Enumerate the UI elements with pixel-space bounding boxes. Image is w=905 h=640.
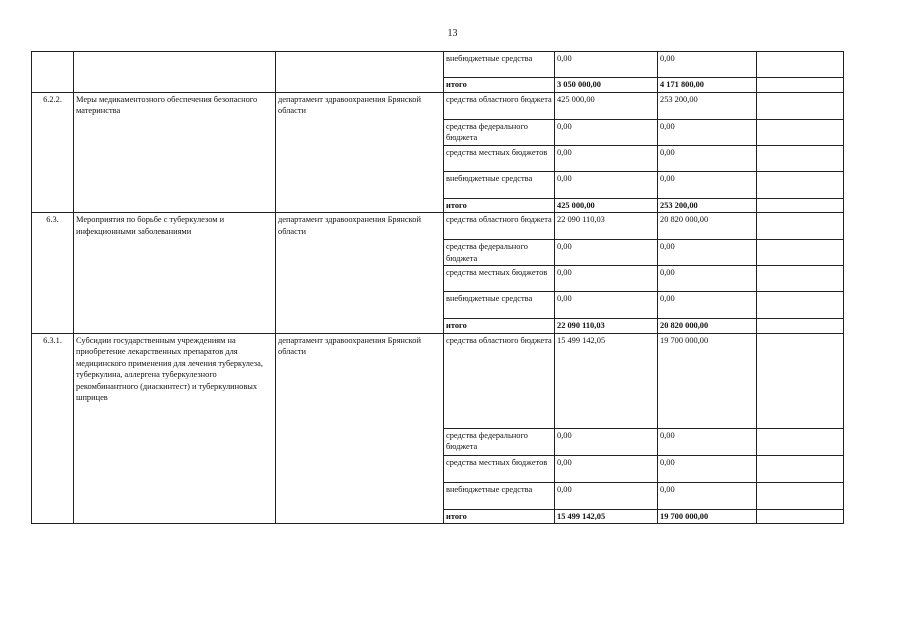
value-cell: 253 200,00: [658, 198, 757, 213]
source-cell: средства местных бюджетов: [444, 455, 555, 482]
value-cell: 0,00: [658, 145, 757, 171]
value-cell: 3 050 000,00: [555, 78, 658, 93]
value-cell: 22 090 110,03: [555, 319, 658, 334]
table-row: [32, 213, 844, 240]
value-cell: 0,00: [658, 240, 757, 266]
value-cell: 4 171 800,00: [658, 78, 757, 93]
value-cell: 425 000,00: [555, 92, 658, 119]
name-cell: Мероприятия по борьбе с туберкулезом и инфекционными заболеваниями: [74, 213, 276, 334]
empty-cell: [757, 78, 844, 93]
value-cell: 0,00: [555, 292, 658, 319]
value-cell: 0,00: [658, 266, 757, 292]
name-cell: Меры медикаментозного обеспечения безопасного материнства: [74, 92, 276, 213]
source-cell: средства федерального бюджета: [444, 119, 555, 145]
source-cell: внебюджетные средства: [444, 171, 555, 198]
executor-cell: [276, 52, 444, 93]
table-row: [32, 333, 844, 428]
source-cell: средства областного бюджета: [444, 333, 555, 428]
number-cell: [32, 52, 74, 93]
value-cell: 0,00: [555, 52, 658, 78]
value-cell: 15 499 142,05: [555, 333, 658, 428]
source-cell: внебюджетные средства: [444, 482, 555, 509]
empty-cell: [757, 292, 844, 319]
value-cell: 19 700 000,00: [658, 333, 757, 428]
value-cell: 19 700 000,00: [658, 509, 757, 524]
value-cell: 20 820 000,00: [658, 319, 757, 334]
empty-cell: [757, 52, 844, 78]
value-cell: 0,00: [555, 455, 658, 482]
budget-table: [31, 51, 844, 524]
value-cell: 0,00: [658, 428, 757, 455]
source-cell: средства федерального бюджета: [444, 428, 555, 455]
empty-cell: [757, 145, 844, 171]
empty-cell: [757, 319, 844, 334]
executor-cell: департамент здравоохранения Брянской области: [276, 213, 444, 334]
number-cell: 6.3.1.: [32, 333, 74, 524]
value-cell: 425 000,00: [555, 198, 658, 213]
value-cell: 0,00: [658, 455, 757, 482]
number-cell: 6.2.2.: [32, 92, 74, 213]
source-cell: средства местных бюджетов: [444, 266, 555, 292]
name-cell: [74, 52, 276, 93]
value-cell: 0,00: [555, 428, 658, 455]
executor-cell: департамент здравоохранения Брянской области: [276, 92, 444, 213]
empty-cell: [757, 509, 844, 524]
empty-cell: [757, 428, 844, 455]
empty-cell: [757, 171, 844, 198]
value-cell: 0,00: [555, 482, 658, 509]
source-cell: внебюджетные средства: [444, 292, 555, 319]
source-cell: итого: [444, 319, 555, 334]
source-cell: средства областного бюджета: [444, 213, 555, 240]
empty-cell: [757, 333, 844, 428]
value-cell: 0,00: [658, 52, 757, 78]
value-cell: 0,00: [658, 292, 757, 319]
value-cell: 0,00: [555, 145, 658, 171]
empty-cell: [757, 482, 844, 509]
value-cell: 0,00: [555, 119, 658, 145]
table-row: [32, 92, 844, 119]
empty-cell: [757, 119, 844, 145]
empty-cell: [757, 266, 844, 292]
source-cell: средства областного бюджета: [444, 92, 555, 119]
empty-cell: [757, 213, 844, 240]
empty-cell: [757, 240, 844, 266]
source-cell: итого: [444, 198, 555, 213]
source-cell: средства местных бюджетов: [444, 145, 555, 171]
number-cell: 6.3.: [32, 213, 74, 334]
source-cell: средства федерального бюджета: [444, 240, 555, 266]
value-cell: 20 820 000,00: [658, 213, 757, 240]
value-cell: 0,00: [658, 119, 757, 145]
executor-cell: департамент здравоохранения Брянской области: [276, 333, 444, 524]
value-cell: 0,00: [555, 171, 658, 198]
source-cell: итого: [444, 78, 555, 93]
value-cell: 0,00: [555, 266, 658, 292]
page-number: 13: [447, 28, 458, 39]
source-cell: итого: [444, 509, 555, 524]
empty-cell: [757, 455, 844, 482]
value-cell: 22 090 110,03: [555, 213, 658, 240]
value-cell: 0,00: [658, 482, 757, 509]
table-body: [32, 52, 844, 524]
value-cell: 0,00: [658, 171, 757, 198]
empty-cell: [757, 92, 844, 119]
empty-cell: [757, 198, 844, 213]
value-cell: 253 200,00: [658, 92, 757, 119]
source-cell: внебюджетные средства: [444, 52, 555, 78]
value-cell: 0,00: [555, 240, 658, 266]
value-cell: 15 499 142,05: [555, 509, 658, 524]
name-cell: Субсидии государственным учреждениям на приобретение лекарственных препаратов для медицинского применения для лечения туберкулеза, туберкулина, аллергена туберкулезного рекомбинантного (диаскинтест) и туберкулиновых шприцев: [74, 333, 276, 524]
table-row: [32, 52, 844, 78]
